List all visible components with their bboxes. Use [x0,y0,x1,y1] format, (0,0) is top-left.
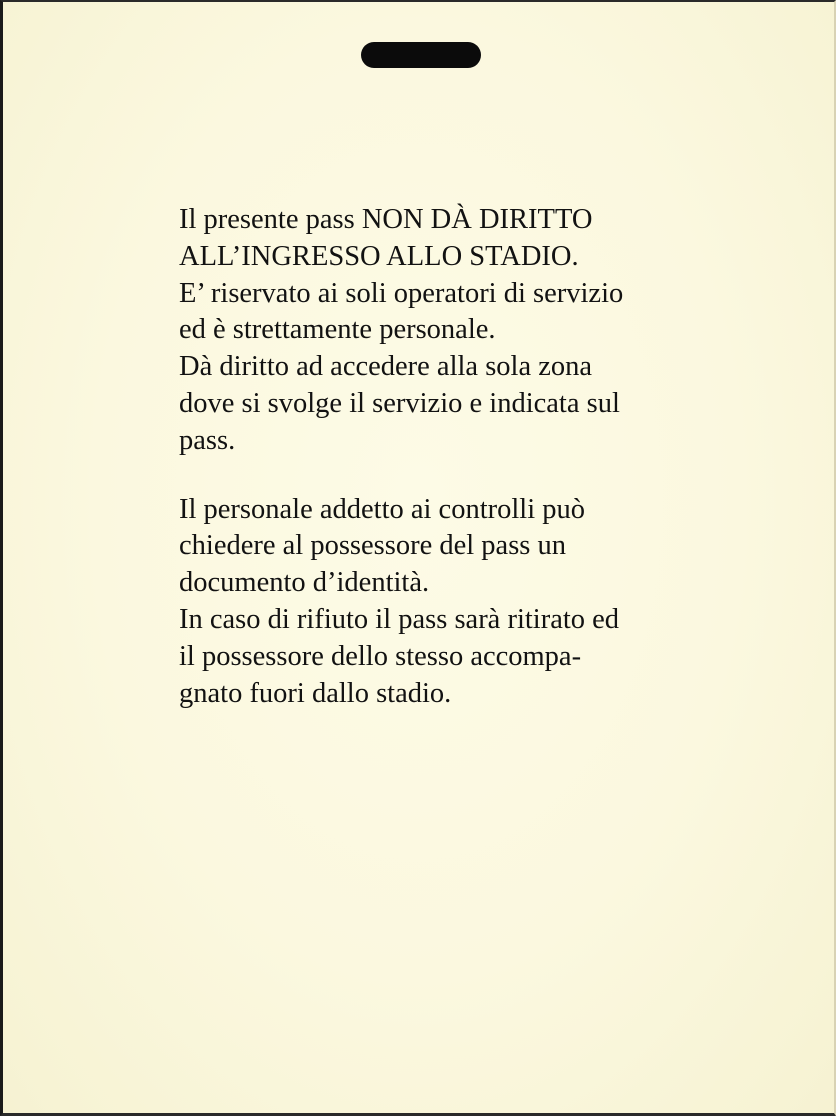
paragraph-gap [179,460,671,492]
pass-terms-text [179,202,671,712]
terms-id-check: Il personale addetto ai controlli può chiedere al possessore del pass un documento d’identità. [179,493,585,599]
terms-no-entry: Il presente pass NON DÀ DIRITTO ALL’INGRESSO ALLO STADIO. [179,204,593,272]
lanyard-slot [361,42,481,68]
terms-reserved: E’ riservato ai soli operatori di servizio ed è strettamente personale. [179,277,624,346]
terms-refusal: In caso di rifiuto il pass sarà ritirato ed il possessore dello stesso accompa- gnato fuori dallo stadio. [179,603,620,709]
terms-zone-access: Dà diritto ad accedere alla sola zona dove si svolge il servizio e indicata sul pass. [179,351,620,456]
